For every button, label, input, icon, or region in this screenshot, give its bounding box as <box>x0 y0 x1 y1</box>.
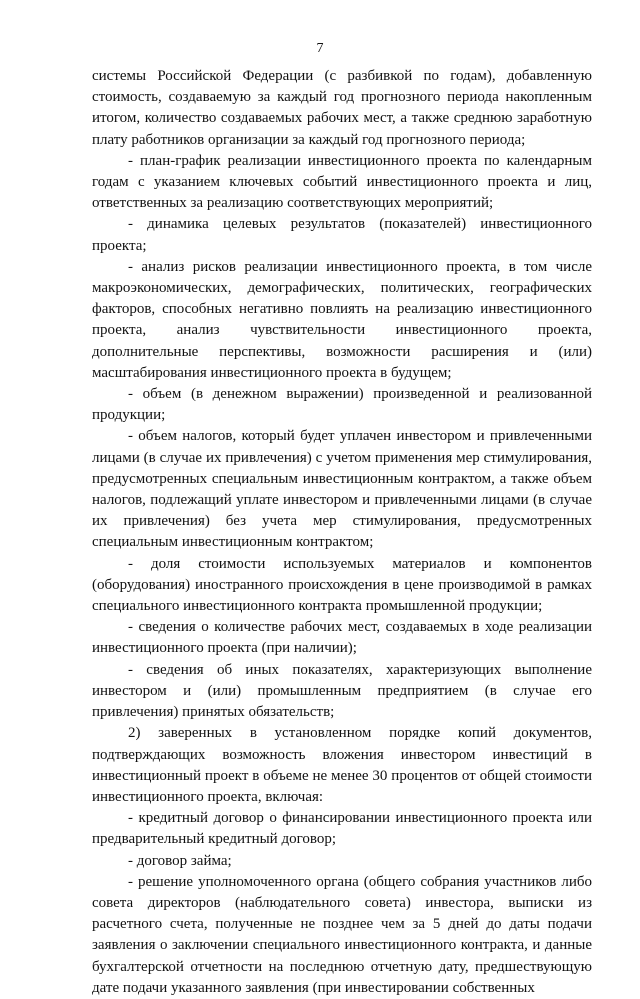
paragraph-foreign-share: - доля стоимости используемых материалов и компонентов (оборудования) иностранного происхождения в цене производимой в рамках специального инвестиционного контракта промышленной продукции; <box>92 555 592 615</box>
paragraph-loan-agreement: - договор займа; <box>128 852 232 869</box>
body-text <box>92 66 592 999</box>
paragraph-continuation: системы Российской Федерации (с разбивкой по годам), добавленную стоимость, создаваемую за каждый год прогнозного периода накопленным итогом, количество создаваемых рабочих мест, а также среднюю заработную плату работников организации за каждый год прогнозного периода; <box>92 68 592 148</box>
paragraph-authorized-body-decision: - решение уполномоченного органа (общего собрания участников либо совета директоров (наблюдательного совета) инвестора, выписки из расчетного счета, полученные не позднее чем за 5 дней до даты подачи заявления о заключении специального инвестиционного контракта, и данные бухгалтерской отчетности на последнюю отчетную дату, предшествующую дате подачи указанного заявления (при инвестировании собственных <box>92 873 592 996</box>
paragraph-other-indicators: - сведения об иных показателях, характеризующих выполнение инвестором и (или) промышленным предприятием (в случае его привлечения) принятых обязательств; <box>92 661 592 721</box>
paragraph-risk-analysis: - анализ рисков реализации инвестиционного проекта, в том числе макроэкономических, демографических, политических, географических факторов, способных негативно повлиять на реализацию инвестиционного проекта, анализ чувствительности инвестиционного проекта, дополнительные перспективы, возможности расширения и (или) масштабирования инвестиционного проекта в будущем; <box>92 258 592 381</box>
paragraph-production-volume: - объем (в денежном выражении) произведенной и реализованной продукции; <box>92 386 592 424</box>
paragraph-plan-schedule: - план-график реализации инвестиционного проекта по календарным годам с указанием ключевых событий инвестиционного проекта и лиц, ответственных за реализацию соответствующих мероприятий; <box>92 152 592 212</box>
paragraph-tax-volume: - объем налогов, который будет уплачен инвестором и привлеченными лицами (в случае их привлечения) с учетом применения мер стимулирования, предусмотренных специальным инвестиционным контрактом, а также объем налогов, подлежащий уплате инвестором и привлеченными лицами (в случае их привлечения) без учета мер стимулирования, предусмотренных специальным инвестиционным контрактом; <box>92 428 592 551</box>
paragraph-credit-agreement: - кредитный договор о финансировании инвестиционного проекта или предварительный кредитный договор; <box>92 810 592 848</box>
paragraph-jobs: - сведения о количестве рабочих мест, создаваемых в ходе реализации инвестиционного проекта (при наличии); <box>92 619 592 657</box>
page-number: 7 <box>316 41 324 56</box>
paragraph-certified-copies: 2) заверенных в установленном порядке копий документов, подтверждающих возможность вложения инвестором инвестиций в инвестиционный проект в объеме не менее 30 процентов от общей стоимости инвестиционного проекта, включая: <box>92 725 592 805</box>
paragraph-target-dynamics: - динамика целевых результатов (показателей) инвестиционного проекта; <box>92 216 592 254</box>
